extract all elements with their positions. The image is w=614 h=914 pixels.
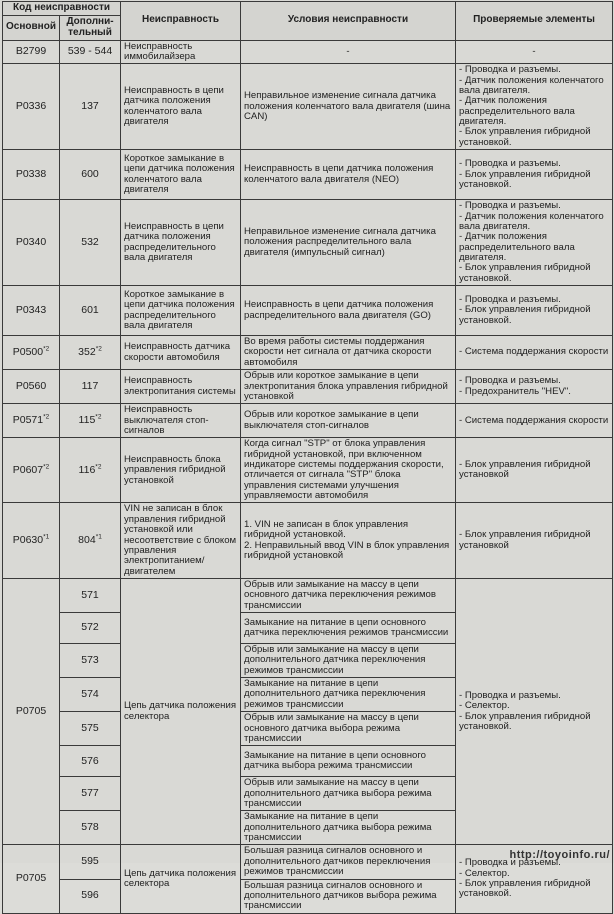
extra-code-text: 804 bbox=[78, 534, 96, 547]
extra-code: 576 bbox=[60, 746, 121, 777]
checked-cell: - Проводка и разъемы. - Блок управления гибридной установкой. bbox=[456, 286, 613, 336]
extra-code-text: 116 bbox=[78, 463, 96, 476]
condition-cell: Обрыв или короткое замыкание в цепи электропитания блока управления гибридной установкой bbox=[241, 370, 456, 404]
extra-code bbox=[60, 286, 121, 336]
main-code-text: P0630 bbox=[12, 534, 44, 547]
main-code-footnote: *1 bbox=[43, 533, 50, 541]
extra-code-text: 117 bbox=[81, 380, 99, 393]
extra-code: 573 bbox=[60, 644, 121, 678]
main-code bbox=[3, 40, 60, 64]
fault-cell: Неисправность в цепи датчика положения распределительного вала двигателя bbox=[121, 200, 241, 286]
main-code-text: P0340 bbox=[15, 235, 47, 248]
main-code bbox=[3, 64, 60, 150]
condition-cell: Обрыв или замыкание на массу в цепи дополнительного датчика переключения режимов трансмиссии bbox=[241, 644, 456, 678]
header-main: Основной bbox=[3, 16, 60, 41]
condition-cell: Большая разница сигналов основного и дополнительного датчиков выбора режима трансмиссии bbox=[241, 879, 456, 913]
main-code-footnote: *2 bbox=[43, 413, 50, 421]
table-row bbox=[3, 370, 613, 404]
main-code bbox=[3, 404, 60, 438]
extra-code-footnote: *2 bbox=[95, 345, 102, 353]
main-code-text: P0338 bbox=[15, 168, 47, 181]
extra-code-footnote: *2 bbox=[95, 413, 102, 421]
extra-code: 578 bbox=[60, 811, 121, 845]
main-code-text: P0560 bbox=[15, 380, 47, 393]
table-row bbox=[3, 150, 613, 200]
table-row bbox=[3, 503, 613, 579]
extra-code bbox=[60, 40, 121, 64]
table-row bbox=[3, 578, 613, 612]
extra-code bbox=[60, 200, 121, 286]
extra-code bbox=[60, 150, 121, 200]
extra-code: 575 bbox=[60, 712, 121, 746]
main-code-text: B2799 bbox=[15, 45, 47, 58]
table-row bbox=[3, 200, 613, 286]
fault-cell: VIN не записан в блок управления гибридной установкой или несоответствие с блоком управления электропитанием/двигателем bbox=[121, 503, 241, 579]
fault-cell: Цепь датчика положения селектора bbox=[121, 578, 241, 844]
main-code bbox=[3, 336, 60, 370]
extra-code bbox=[60, 503, 121, 579]
main-code bbox=[3, 286, 60, 336]
header-extra: Дополни- тельный bbox=[60, 16, 121, 41]
main-code-footnote: *2 bbox=[43, 463, 50, 471]
extra-code bbox=[60, 370, 121, 404]
extra-code-text: 352 bbox=[78, 345, 96, 358]
extra-code: 596 bbox=[60, 879, 121, 913]
checked-cell: - Блок управления гибридной установкой bbox=[456, 438, 613, 503]
extra-code-text: 137 bbox=[81, 100, 99, 113]
extra-code: 595 bbox=[60, 845, 121, 879]
checked-cell: - Система поддержания скорости bbox=[456, 336, 613, 370]
header-checked: Проверяемые элементы bbox=[456, 2, 613, 41]
table-row bbox=[3, 404, 613, 438]
condition-cell: Замыкание на питание в цепи дополнительного датчика выбора режима трансмиссии bbox=[241, 811, 456, 845]
fault-cell: Неисправность иммобилайзера bbox=[121, 40, 241, 64]
extra-code: 571 bbox=[60, 578, 121, 612]
table-row bbox=[3, 438, 613, 503]
extra-code: 572 bbox=[60, 613, 121, 644]
header-code-group: Код неисправности bbox=[3, 2, 121, 16]
condition-cell: Большая разница сигналов основного и дополнительного датчиков переключения режимов трансмиссии bbox=[241, 845, 456, 879]
fault-cell: Неисправность блока управления гибридной установкой bbox=[121, 438, 241, 503]
main-code-footnote: *2 bbox=[43, 345, 50, 353]
main-code bbox=[3, 370, 60, 404]
checked-cell: - bbox=[456, 40, 613, 64]
condition-cell: Неисправность в цепи датчика положения коленчатого вала двигателя (NEO) bbox=[241, 150, 456, 200]
main-code: P0705 bbox=[3, 578, 60, 844]
extra-code-text: 600 bbox=[81, 168, 99, 181]
fault-cell: Короткое замыкание в цепи датчика положения распределительного вала двигателя bbox=[121, 286, 241, 336]
extra-code bbox=[60, 404, 121, 438]
extra-code-text: 601 bbox=[81, 303, 99, 316]
extra-code: 574 bbox=[60, 678, 121, 712]
fault-cell: Неисправность электропитания системы bbox=[121, 370, 241, 404]
checked-cell: - Проводка и разъемы. - Датчик положения коленчатого вала двигателя. - Датчик положения распределительного вала двигателя. - Блок управления гибридной установкой. bbox=[456, 64, 613, 150]
main-code bbox=[3, 150, 60, 200]
checked-cell: - Блок управления гибридной установкой bbox=[456, 503, 613, 579]
extra-code-text: 532 bbox=[81, 235, 99, 248]
checked-cell: - Проводка и разъемы. - Блок управления гибридной установкой. bbox=[456, 150, 613, 200]
condition-cell: Обрыв или короткое замыкание в цепи выключателя стоп-сигналов bbox=[241, 404, 456, 438]
extra-code-footnote: *1 bbox=[95, 533, 102, 541]
main-code bbox=[3, 200, 60, 286]
main-code-text: P0343 bbox=[15, 303, 47, 316]
watermark-url: http://toyoinfo.ru/ bbox=[509, 849, 610, 861]
table-row bbox=[3, 64, 613, 150]
condition-cell: Замыкание на питание в цепи дополнительного датчика переключения режимов трансмиссии bbox=[241, 678, 456, 712]
checked-cell: - Проводка и разъемы. - Датчик положения коленчатого вала двигателя. - Датчик положения распределительного вала двигателя. - Блок управления гибридной установкой. bbox=[456, 200, 613, 286]
extra-code: 577 bbox=[60, 777, 121, 811]
fault-cell: Неисправность выключателя стоп-сигналов bbox=[121, 404, 241, 438]
fault-cell: Неисправность датчика скорости автомобиля bbox=[121, 336, 241, 370]
main-code-text: P0607 bbox=[12, 463, 44, 476]
table-row bbox=[3, 286, 613, 336]
checked-cell: - Система поддержания скорости bbox=[456, 404, 613, 438]
fault-cell: Неисправность в цепи датчика положения коленчатого вала двигателя bbox=[121, 64, 241, 150]
header-fault: Неисправность bbox=[121, 2, 241, 41]
extra-code-text: 539 - 544 bbox=[67, 45, 113, 58]
main-code: P0705 bbox=[3, 845, 60, 913]
dtc-table bbox=[2, 1, 613, 914]
fault-cell: Короткое замыкание в цепи датчика положения коленчатого вала двигателя bbox=[121, 150, 241, 200]
extra-code-footnote: *2 bbox=[95, 463, 102, 471]
table-row bbox=[3, 40, 613, 64]
checked-cell: - Проводка и разъемы. - Предохранитель "HEV". bbox=[456, 370, 613, 404]
header-condition: Условия неисправности bbox=[241, 2, 456, 41]
extra-code bbox=[60, 64, 121, 150]
condition-cell: Во время работы системы поддержания скорости нет сигнала от датчика скорости автомобиля bbox=[241, 336, 456, 370]
condition-cell: Обрыв или замыкание на массу в цепи основного датчика переключения режимов трансмиссии bbox=[241, 578, 456, 612]
condition-cell: Обрыв или замыкание на массу в цепи основного датчика выбора режима трансмиссии bbox=[241, 712, 456, 746]
checked-cell: - Проводка и разъемы. - Селектор. - Блок управления гибридной установкой. bbox=[456, 578, 613, 844]
main-code-text: P0571 bbox=[12, 414, 44, 427]
condition-cell: Неправильное изменение сигнала датчика положения коленчатого вала двигателя (шина CAN) bbox=[241, 64, 456, 150]
extra-code bbox=[60, 438, 121, 503]
condition-cell: - bbox=[241, 40, 456, 64]
condition-cell: 1. VIN не записан в блок управления гибридной установкой. 2. Неправильный ввод VIN в блок управления гибридной установкой bbox=[241, 503, 456, 579]
condition-cell: Обрыв или замыкание на массу в цепи дополнительного датчика выбора режима трансмиссии bbox=[241, 777, 456, 811]
condition-cell: Замыкание на питание в цепи основного датчика выбора режима трансмиссии bbox=[241, 746, 456, 777]
checked-cell: - Проводка и разъемы. - Селектор. - Блок управления гибридной установкой. bbox=[456, 845, 613, 913]
condition-cell: Неисправность в цепи датчика положения распределительного вала двигателя (GO) bbox=[241, 286, 456, 336]
condition-cell: Неправильное изменение сигнала датчика положения распределительного вала двигателя (импульсный сигнал) bbox=[241, 200, 456, 286]
extra-code-text: 115 bbox=[78, 414, 96, 427]
main-code-text: P0500 bbox=[12, 345, 44, 358]
extra-code bbox=[60, 336, 121, 370]
table-row bbox=[3, 336, 613, 370]
condition-cell: Когда сигнал "STP" от блока управления гибридной установкой, при включенном индикаторе системы поддержания скорости, отличается от сигнала "STP" блока управления системами улучшения управляемости автомобиля bbox=[241, 438, 456, 503]
main-code bbox=[3, 503, 60, 579]
fault-cell: Цепь датчика положения селектора bbox=[121, 845, 241, 913]
main-code-text: P0336 bbox=[15, 100, 47, 113]
condition-cell: Замыкание на питание в цепи основного датчика переключения режимов трансмиссии bbox=[241, 613, 456, 644]
main-code bbox=[3, 438, 60, 503]
